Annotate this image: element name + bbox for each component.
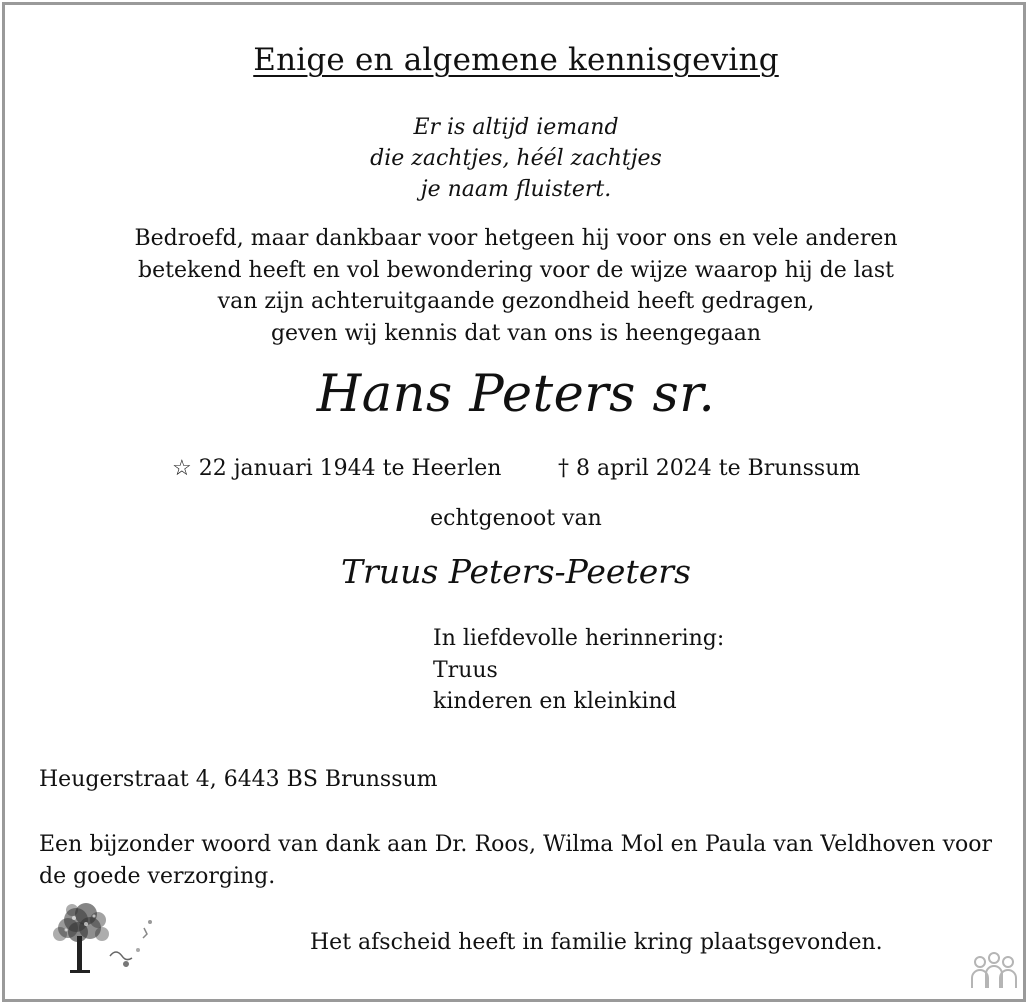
address: Heugerstraat 4, 6443 BS Brunssum — [39, 767, 438, 792]
deceased-name: Hans Peters sr. — [316, 365, 716, 424]
mourners-block — [433, 623, 724, 718]
death-date: † 8 april 2024 te Brunssum — [558, 456, 861, 481]
intro-line: geven wij kennis dat van ons is heengegaan — [270, 320, 762, 346]
intro-line: van zijn achteruitgaande gezondheid heeft gedragen, — [217, 289, 815, 314]
mourners-line: kinderen en kleinkind — [433, 689, 677, 714]
poem — [0, 112, 1032, 205]
farewell-text: Het afscheid heeft in familie kring plaatsgevonden. — [310, 930, 883, 955]
poem-line: je naam fluistert. — [420, 177, 612, 202]
birth-date: ☆ 22 januari 1944 te Heerlen — [172, 456, 502, 481]
intro-line: Bedroefd, maar dankbaar voor hetgeen hij voor ons en vele anderen — [134, 226, 898, 251]
mourners-line: In liefdevolle herinnering: — [433, 626, 725, 651]
spouse-label: echtgenoot van — [430, 506, 602, 531]
tree-icon — [46, 898, 170, 980]
announcement-heading: Enige en algemene kennisgeving — [253, 42, 779, 78]
intro-line: betekend heeft en vol bewondering voor de wijze waarop hij de last — [138, 257, 894, 283]
poem-line: Er is altijd iemand — [413, 115, 619, 140]
intro-text — [0, 223, 1032, 349]
thanks-text: Een bijzonder woord van dank aan Dr. Roos, Wilma Mol en Paula van Veldhoven voor de goede verzorging. — [39, 832, 992, 889]
poem-line: die zachtjes, héél zachtjes — [370, 146, 662, 171]
spouse-name: Truus Peters-Peeters — [341, 552, 691, 591]
family-people-icon — [970, 950, 1018, 996]
mourners-line: Truus — [433, 657, 498, 683]
